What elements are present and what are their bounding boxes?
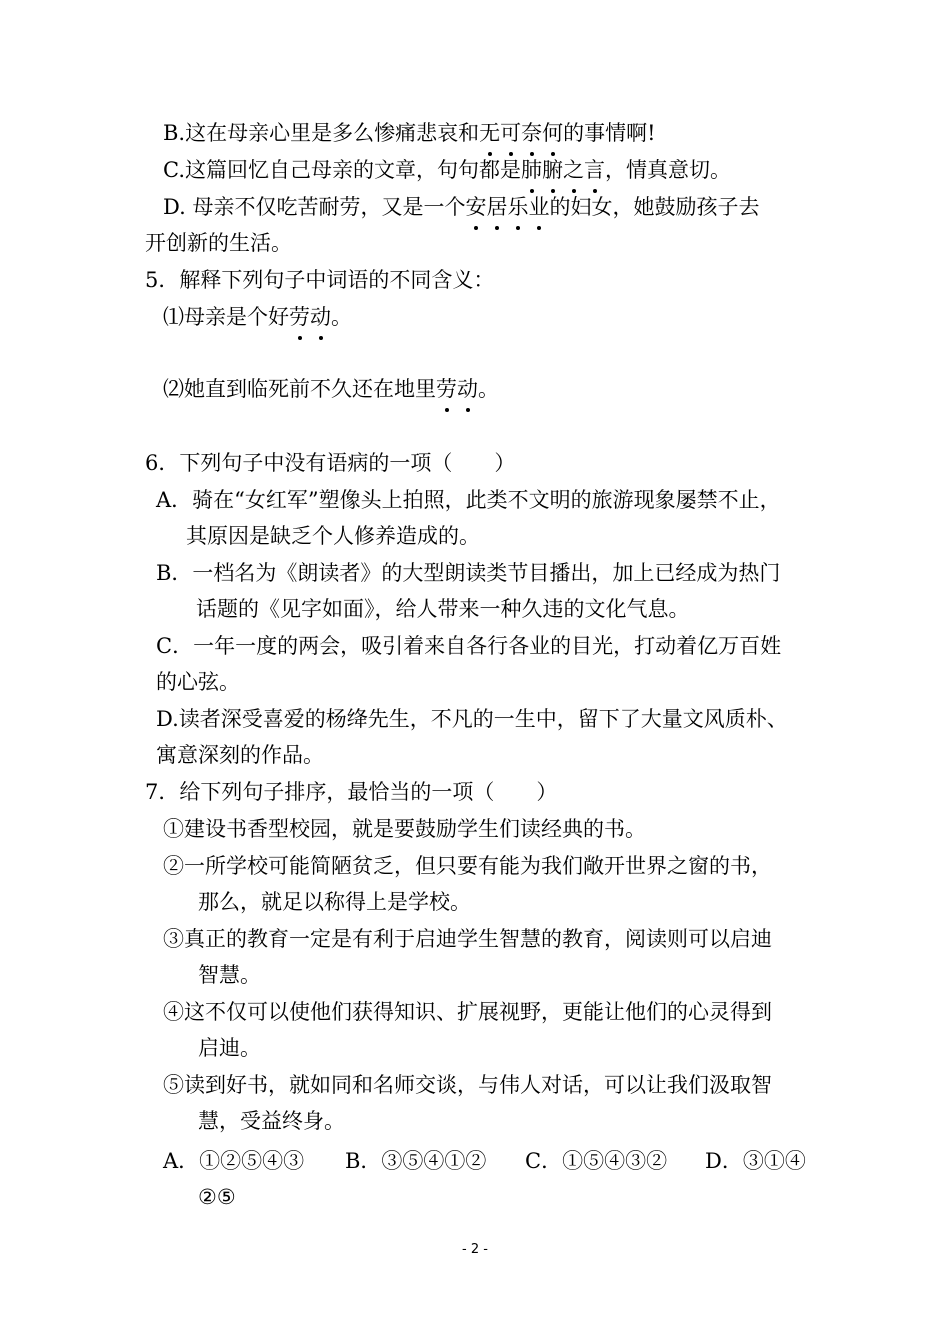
q5-title: 5．解释下列句子中词语的不同含义： (145, 268, 495, 292)
q4-option-d-tail: 的妇女，她鼓励孩子去 (549, 195, 760, 219)
q5-sentence-1-text: ⑴母亲是个好 (163, 305, 289, 329)
emphasis-char: 可 (500, 118, 521, 148)
q5-sentence-1-tail: 。 (331, 305, 352, 329)
q5-sentence-1-emphasis (289, 305, 331, 329)
q7-sentence-4-line2: 启迪。 (198, 1036, 261, 1060)
emphasis-char: 乐 (507, 192, 528, 222)
q7-sentence-5-line1: ⑤读到好书，就如同和名师交谈，与伟人对话，可以让我们汲取智 (163, 1073, 772, 1097)
q6-option-a-line1: A．骑在“女红军”塑像头上拍照，此类不文明的旅游现象屡禁不止， (156, 488, 781, 512)
q6-title: 6．下列句子中没有语病的一项（ ） (145, 451, 516, 475)
q7-option-c: C．①⑤④③② (525, 1149, 668, 1173)
q7-sentence-4-line1: ④这不仅可以使他们获得知识、扩展视野，更能让他们的心灵得到 (163, 1000, 772, 1024)
q7-option-d-line2: ②⑤ (198, 1185, 236, 1209)
q7-title: 7．给下列句子排序，最恰当的一项（ ） (145, 780, 558, 804)
q5-sentence-2-text: ⑵她直到临死前不久还在地里 (163, 377, 436, 401)
q6-option-b-line2: 话题的《见字如面》，给人带来一种久违的文化气息。 (196, 597, 690, 621)
q4-option-c-tail: ，情真意切。 (605, 158, 731, 182)
q7-sentence-2-line1: ②一所学校可能简陋贫乏，但只要有能为我们敞开世界之窗的书， (163, 854, 772, 878)
emphasis-char: 业 (528, 192, 549, 222)
q4-option-d (163, 192, 759, 222)
q7-sentence-2-line2: 那么，就足以称得上是学校。 (198, 890, 471, 914)
q4-option-c-emphasis (521, 158, 605, 182)
q6-option-d-line1: D.读者深受喜爱的杨绛先生，不凡的一生中，留下了大量文风质朴、 (156, 707, 788, 731)
q4-option-b-emphasis (479, 121, 563, 145)
emphasis-char: 腑 (542, 155, 563, 185)
emphasis-char: 肺 (521, 155, 542, 185)
q7-sentence-1: ①建设书香型校园，就是要鼓励学生们读经典的书。 (163, 817, 646, 841)
q4-option-b (163, 118, 656, 148)
emphasis-char: 劳 (289, 302, 310, 332)
emphasis-char: 无 (479, 118, 500, 148)
emphasis-char: 奈 (521, 118, 542, 148)
emphasis-char: 居 (486, 192, 507, 222)
q4-option-d-line2: 开创新的生活。 (145, 231, 292, 255)
q7-sentence-5-line2: 慧，受益终身。 (198, 1109, 345, 1133)
q7-option-b: B．③⑤④①② (345, 1149, 487, 1173)
q4-option-c (163, 155, 731, 185)
q6-option-c-line1: C．一年一度的两会，吸引着来自各行各业的目光，打动着亿万百姓 (156, 634, 782, 658)
q7-sentence-3-line2: 智慧。 (198, 963, 261, 987)
emphasis-char: 动 (310, 302, 331, 332)
q5-sentence-2 (163, 374, 499, 404)
q4-option-b-text: B.这在母亲心里是多么惨痛悲哀和 (163, 121, 480, 145)
q7-option-d: D．③①④ (705, 1149, 806, 1173)
emphasis-char: 何 (542, 118, 563, 148)
q4-option-b-tail: 的事情啊! (563, 121, 656, 145)
q6-option-c-line2: 的心弦。 (156, 670, 240, 694)
q4-option-d-emphasis (465, 195, 549, 219)
q5-sentence-2-tail: 。 (478, 377, 499, 401)
q5-sentence-1 (163, 302, 352, 332)
emphasis-char: 言 (584, 155, 605, 185)
emphasis-char: 劳 (436, 374, 457, 404)
q4-option-c-text: C.这篇回忆自己母亲的文章，句句都是 (163, 158, 521, 182)
q5-sentence-2-emphasis (436, 377, 478, 401)
emphasis-char: 动 (457, 374, 478, 404)
q6-option-a-line2: 其原因是缺乏个人修养造成的。 (186, 524, 480, 548)
q6-option-b-line1: B．一档名为《朗读者》的大型朗读类节目播出，加上已经成为热门 (156, 561, 781, 585)
emphasis-char: 之 (563, 155, 584, 185)
q6-option-d-line2: 寓意深刻的作品。 (156, 743, 324, 767)
q4-option-d-text: D. 母亲不仅吃苦耐劳，又是一个 (163, 195, 466, 219)
q7-sentence-3-line1: ③真正的教育一定是有利于启迪学生智慧的教育，阅读则可以启迪 (163, 927, 772, 951)
q7-option-a: A．①②⑤④③ (163, 1149, 305, 1173)
page-number: - 2 - (462, 1242, 488, 1257)
emphasis-char: 安 (465, 192, 486, 222)
